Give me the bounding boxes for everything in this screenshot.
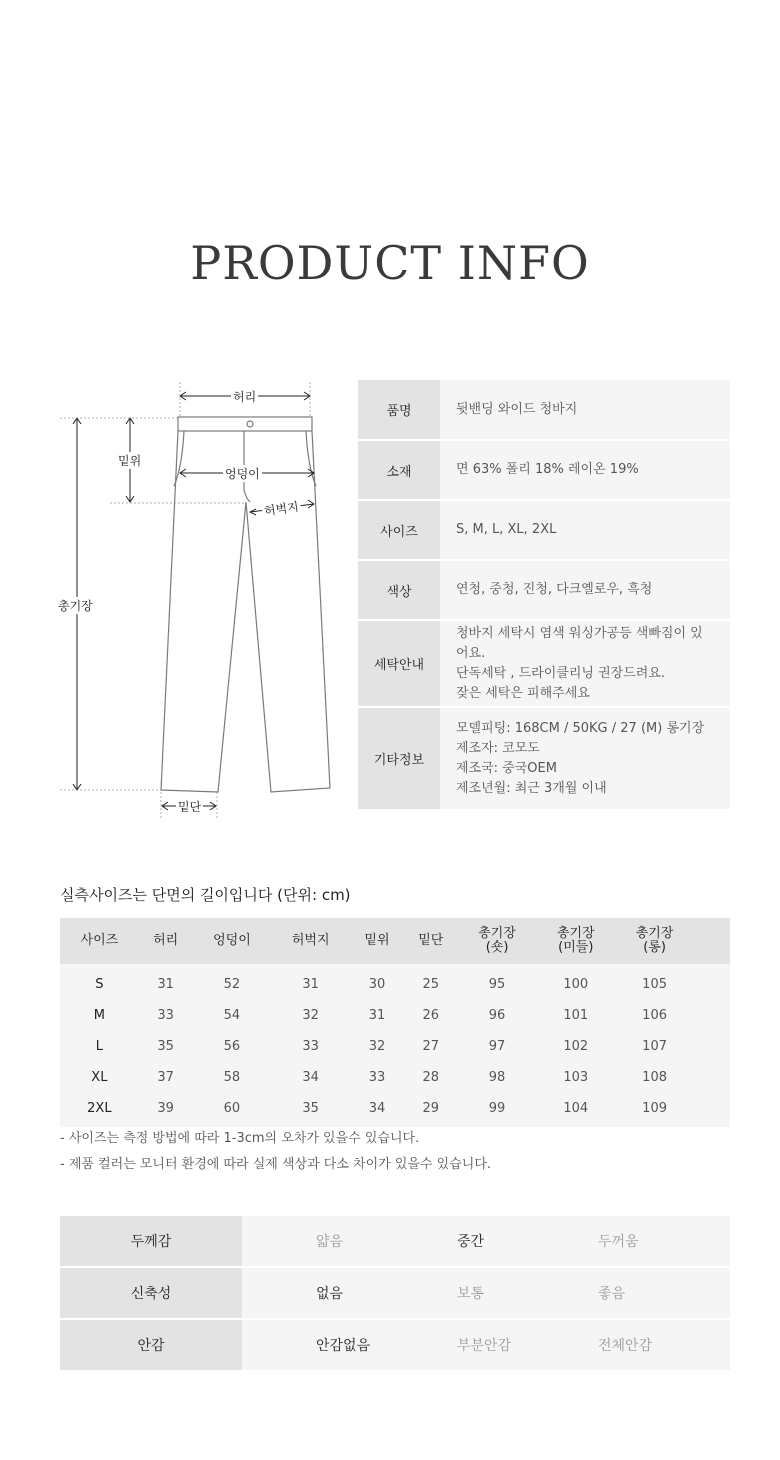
table-cell: 33 <box>368 1070 386 1085</box>
info-key: 기타정보 <box>358 707 440 810</box>
table-cell: 39 <box>157 1101 174 1116</box>
property-option: 보통 <box>383 1267 524 1319</box>
table-cell: 52 <box>223 977 241 992</box>
note-line: - 사이즈는 측정 방법에 따라 1-3cm의 오차가 있을수 있습니다. <box>60 1131 420 1146</box>
table-row <box>60 964 730 1000</box>
table-cell: 25 <box>422 977 440 992</box>
table-spacer <box>694 1062 730 1093</box>
table-cell: 27 <box>422 1039 440 1054</box>
info-key: 소재 <box>358 440 440 500</box>
table-cell: 31 <box>302 977 319 992</box>
table-cell: 102 <box>563 1039 589 1054</box>
diagram-label-waist: 허리 <box>233 390 257 404</box>
info-value: 모델피팅: 168CM / 50KG / 27 (M) 롱기장 제조자: 코모도 제조국: 중국OEM 제조년월: 최근 3개월 이내 <box>440 707 730 810</box>
info-row-washing <box>358 620 730 707</box>
table-cell: 33 <box>302 1039 319 1054</box>
table-cell: XL <box>91 1070 108 1085</box>
table-cell: 99 <box>488 1101 506 1116</box>
property-key: 두께감 <box>60 1216 242 1267</box>
diagram-label-rise: 밑위 <box>118 454 142 468</box>
table-spacer <box>694 1093 730 1127</box>
property-row-stretch <box>60 1267 730 1319</box>
info-key: 색상 <box>358 560 440 620</box>
info-row-color <box>358 560 730 620</box>
pants-measurement-diagram <box>50 378 350 824</box>
header-cell: 허리 <box>139 918 193 964</box>
header-cell: 총기장 (미들) <box>536 918 615 964</box>
header-spacer <box>694 918 730 964</box>
property-option-selected: 없음 <box>242 1267 383 1319</box>
info-row-name <box>358 380 730 440</box>
table-cell: 29 <box>422 1101 440 1116</box>
info-row-size <box>358 500 730 560</box>
info-key: 세탁안내 <box>358 620 440 707</box>
table-spacer <box>694 1031 730 1062</box>
property-key: 신축성 <box>60 1267 242 1319</box>
size-notes <box>60 1126 491 1178</box>
table-cell: 108 <box>642 1070 667 1085</box>
property-option-selected: 안감없음 <box>242 1319 383 1371</box>
table-cell: 35 <box>157 1039 174 1054</box>
table-cell: 103 <box>563 1070 589 1085</box>
table-row <box>60 1093 730 1127</box>
table-cell: 60 <box>223 1101 241 1116</box>
table-cell: 34 <box>368 1101 386 1116</box>
property-option: 부분안감 <box>383 1319 524 1371</box>
info-key: 품명 <box>358 380 440 440</box>
property-option-selected: 중간 <box>383 1216 524 1267</box>
size-table-header <box>60 918 730 964</box>
info-key: 사이즈 <box>358 500 440 560</box>
header-cell: 총기장 (숏) <box>458 918 537 964</box>
table-cell: 109 <box>642 1101 667 1116</box>
table-cell: M <box>93 1008 105 1023</box>
property-option: 좋음 <box>524 1267 730 1319</box>
header-cell: 밑단 <box>404 918 458 964</box>
table-cell: 96 <box>488 1008 506 1023</box>
table-spacer <box>694 1000 730 1031</box>
table-cell: 56 <box>223 1039 241 1054</box>
table-cell: S <box>95 977 104 992</box>
table-cell: 32 <box>368 1039 386 1054</box>
table-cell: 33 <box>157 1008 174 1023</box>
table-cell: 2XL <box>87 1101 112 1116</box>
property-option: 전체안감 <box>524 1319 730 1371</box>
product-info-table <box>358 380 730 811</box>
header-cell: 허벅지 <box>271 918 350 964</box>
header-cell: 밑위 <box>350 918 404 964</box>
table-row <box>60 1031 730 1062</box>
table-cell: 34 <box>302 1070 319 1085</box>
table-row <box>60 1000 730 1031</box>
table-cell: 35 <box>302 1101 319 1116</box>
table-row <box>60 1062 730 1093</box>
table-cell: 54 <box>223 1008 241 1023</box>
table-cell: 58 <box>223 1070 241 1085</box>
info-value: S, M, L, XL, 2XL <box>440 500 730 560</box>
info-value: 연청, 중청, 진청, 다크옐로우, 흑청 <box>440 560 730 620</box>
table-cell: 105 <box>642 977 667 992</box>
table-cell: 106 <box>642 1008 667 1023</box>
header-cell: 엉덩이 <box>193 918 272 964</box>
fabric-properties-table <box>60 1216 730 1372</box>
table-spacer <box>694 964 730 1000</box>
table-cell: 104 <box>563 1101 589 1116</box>
property-row-thickness <box>60 1216 730 1267</box>
table-cell: 37 <box>157 1070 174 1085</box>
info-row-material <box>358 440 730 500</box>
property-option: 두꺼움 <box>524 1216 730 1267</box>
table-cell: 100 <box>563 977 589 992</box>
table-cell: 28 <box>422 1070 440 1085</box>
diagram-label-length: 총기장 <box>58 599 93 613</box>
info-value: 뒷밴딩 와이드 청바지 <box>440 380 730 440</box>
table-cell: 32 <box>302 1008 319 1023</box>
property-key: 안감 <box>60 1319 242 1371</box>
header-cell: 사이즈 <box>60 918 139 964</box>
table-cell: 31 <box>368 1008 386 1023</box>
table-cell: 31 <box>157 977 174 992</box>
pants-outline-icon <box>50 378 350 824</box>
table-cell: L <box>95 1039 103 1054</box>
page-title: PRODUCT INFO <box>190 236 590 290</box>
info-row-etc <box>358 707 730 810</box>
table-cell: 97 <box>488 1039 506 1054</box>
table-cell: 95 <box>488 977 506 992</box>
diagram-label-hip: 엉덩이 <box>225 467 260 481</box>
table-cell: 30 <box>368 977 386 992</box>
diagram-label-hem: 밑단 <box>178 800 202 814</box>
table-cell: 26 <box>422 1008 440 1023</box>
note-line: - 제품 컬러는 모니터 환경에 따라 실제 색상과 다소 차이가 있을수 있습니다. <box>60 1157 492 1172</box>
size-caption: 실측사이즈는 단면의 길이입니다 (단위: cm) <box>60 886 351 904</box>
diagram-label-thigh: 허벅지 <box>261 497 302 519</box>
table-cell: 107 <box>642 1039 667 1054</box>
info-value: 청바지 세탁시 염색 워싱가공등 색빠짐이 있어요. 단독세탁 , 드라이클리닝 권장드려요. 잦은 세탁은 피해주세요 <box>440 620 730 707</box>
property-row-lining <box>60 1319 730 1371</box>
size-table <box>60 918 730 1127</box>
header-cell: 총기장 (롱) <box>615 918 694 964</box>
property-option: 얇음 <box>242 1216 383 1267</box>
info-value: 면 63% 폴리 18% 레이온 19% <box>440 440 730 500</box>
table-cell: 98 <box>488 1070 506 1085</box>
table-cell: 101 <box>563 1008 589 1023</box>
